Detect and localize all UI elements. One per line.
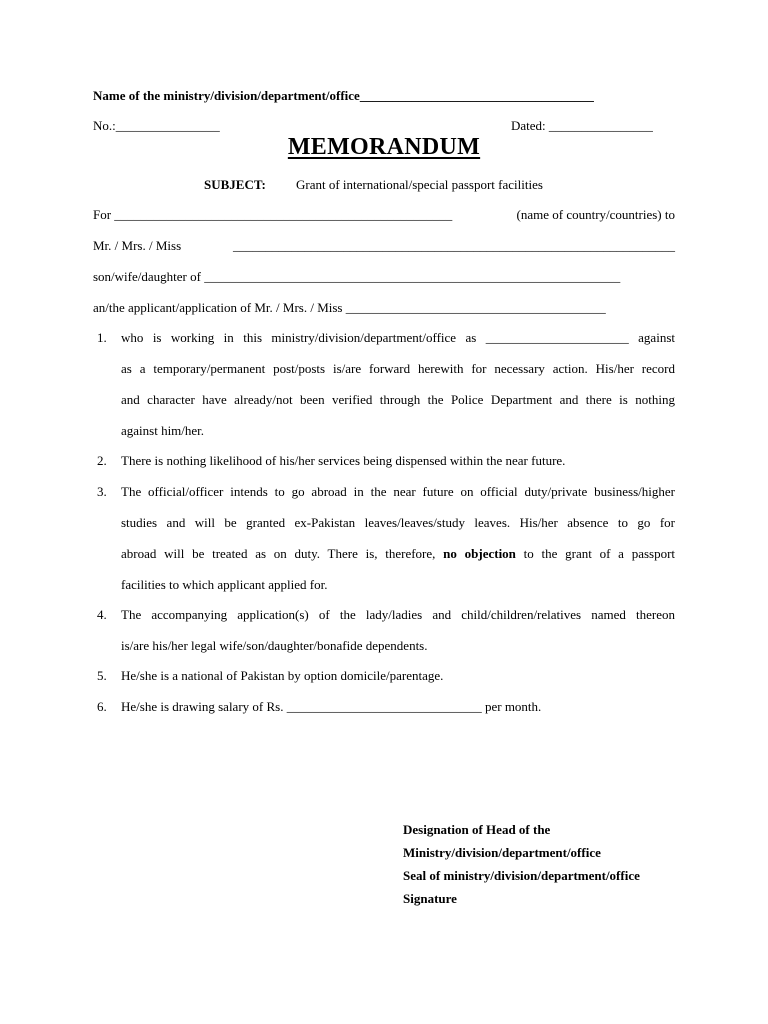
salutation-options: Mr. / Mrs. / Miss [93, 238, 182, 253]
item-line: and character have already/not been verified through the Police Department and there is nothing [121, 392, 675, 407]
item-line: The official/officer intends to go abroad in the near future on official duty/private business/higher [121, 484, 675, 499]
relation-line: son/wife/daughter of ________________________________________________________________ [93, 269, 621, 284]
item-line-part: abroad will be treated as on duty. There is, therefore, [121, 546, 436, 561]
item-text [121, 699, 675, 730]
item-text [121, 484, 675, 608]
item-line-with-bold [121, 546, 675, 577]
for-country-hint: (name of country/countries) to [516, 207, 675, 222]
item-text [121, 668, 675, 699]
item-number: 2. [97, 453, 107, 468]
signature-ministry: Ministry/division/department/office [403, 845, 601, 860]
item-number: 4. [97, 607, 107, 622]
item-line: He/she is a national of Pakistan by option domicile/parentage. [121, 668, 444, 683]
item-text [121, 453, 675, 484]
applicant-name-blank: ____________________________________________________________________ [233, 238, 675, 253]
item-number: 1. [97, 330, 107, 345]
item-line-part: to the grant of a passport [523, 546, 676, 561]
reference-number-line: No.:________________ [93, 118, 220, 133]
item-line: studies and will be granted ex-Pakistan leaves/leaves/study leaves. His/her absence to go for [121, 515, 675, 530]
item-line: He/she is drawing salary of Rs. ______________________________ per month. [121, 699, 542, 714]
document-title: MEMORANDUM [287, 134, 481, 160]
signature-seal: Seal of ministry/division/department/office [403, 868, 640, 883]
item-text [121, 330, 675, 454]
item-line: facilities to which applicant applied for. [121, 577, 328, 592]
for-country-blank: For ____________________________________________________ [93, 207, 453, 222]
applicant-application-line: an/the applicant/application of Mr. / Mrs. / Miss ________________________________________ [93, 300, 606, 315]
item-line: is/are his/her legal wife/son/daughter/bonafide dependents. [121, 638, 428, 653]
subject-text: Grant of international/special passport facilities [296, 177, 543, 192]
item-line: There is nothing likelihood of his/her services being dispensed within the near future. [121, 453, 566, 468]
item-line: who is working in this ministry/division/department/office as ______________________ against [121, 330, 675, 345]
no-objection-emphasis: no objection [443, 546, 516, 561]
for-country-line [93, 207, 675, 223]
applicant-name-line [93, 238, 675, 254]
item-number: 5. [97, 668, 107, 683]
item-text [121, 607, 675, 669]
item-line: as a temporary/permanent post/posts is/are forward herewith for necessary action. His/her record [121, 361, 675, 376]
item-number: 6. [97, 699, 107, 714]
item-number: 3. [97, 484, 107, 499]
item-line: The accompanying application(s) of the lady/ladies and child/children/relatives named thereon [121, 607, 675, 622]
ministry-name-line: Name of the ministry/division/department/office____________________________________ [93, 88, 594, 103]
dated-line: Dated: ________________ [511, 118, 653, 133]
signature-label: Signature [403, 891, 457, 906]
signature-designation: Designation of Head of the [403, 822, 551, 837]
item-line: against him/her. [121, 423, 205, 438]
subject-label: SUBJECT: [204, 177, 266, 192]
